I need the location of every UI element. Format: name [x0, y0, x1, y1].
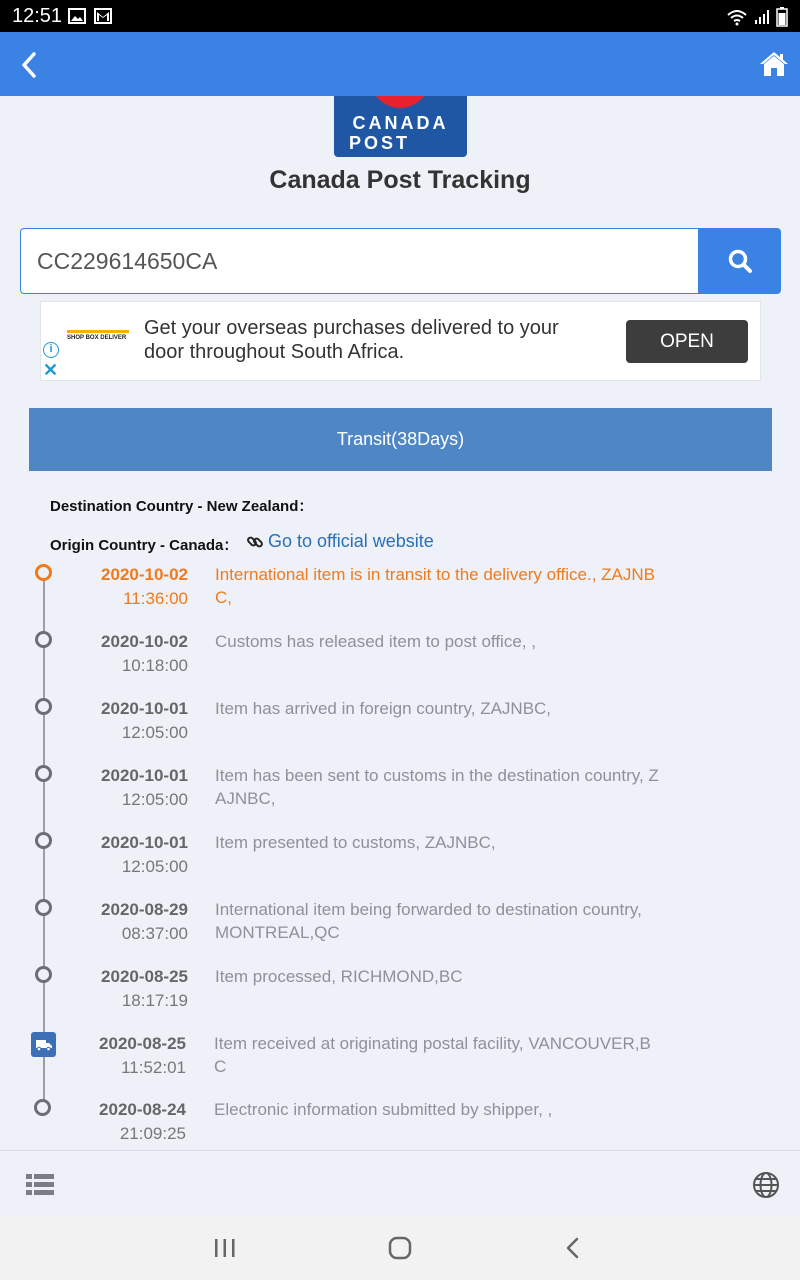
- chevron-left-icon: [21, 52, 37, 78]
- home-button[interactable]: [758, 48, 790, 80]
- home-icon: [759, 51, 789, 77]
- event-description: Item has arrived in foreign country, ZAJNBC,: [215, 699, 552, 718]
- event-time: 18:17:19: [121, 991, 188, 1010]
- ad-info-icon[interactable]: i: [43, 342, 59, 358]
- event-date: 2020-10-01: [101, 699, 188, 718]
- timeline-marker: [34, 1099, 51, 1116]
- truck-icon: [31, 1032, 56, 1057]
- gallery-icon: [68, 8, 86, 24]
- home-circle-icon: [388, 1236, 412, 1260]
- gmail-icon: [94, 8, 112, 24]
- event-date: 2020-10-01: [101, 766, 188, 785]
- event-description: International item is in transit to the delivery office., ZAJNBC,: [215, 565, 655, 607]
- event-date: 2020-08-24: [99, 1100, 186, 1119]
- event-date: 2020-10-02: [101, 565, 188, 584]
- timeline-marker: [35, 765, 52, 782]
- signal-icon: [754, 9, 770, 25]
- page-title: Canada Post Tracking: [269, 166, 531, 194]
- globe-icon: [752, 1171, 780, 1199]
- back-button[interactable]: [14, 50, 44, 80]
- event-description: Electronic information submitted by shipper, ,: [214, 1100, 553, 1119]
- ad-text: Get your overseas purchases delivered to your door throughout South Africa.: [144, 317, 559, 363]
- ad-open-button[interactable]: OPEN: [626, 320, 748, 363]
- event-date: 2020-08-29: [101, 900, 188, 919]
- system-nav-bar: [0, 1216, 800, 1280]
- list-icon: [26, 1173, 54, 1197]
- recent-apps-button[interactable]: [213, 1238, 237, 1263]
- tracking-number-input[interactable]: [20, 228, 700, 294]
- battery-icon: [776, 7, 788, 27]
- event-date: 2020-10-02: [101, 632, 188, 651]
- transit-status-banner: Transit(38Days): [29, 408, 772, 471]
- event-description: Item received at originating postal facility, VANCOUVER,BC: [214, 1034, 651, 1076]
- search-button[interactable]: [698, 228, 781, 294]
- event-description: Item has been sent to customs in the destination country, ZAJNBC,: [215, 766, 659, 808]
- ad-brand-logo: SHOP BOX DELIVER: [67, 330, 129, 341]
- official-link-text: Go to official website: [268, 531, 434, 551]
- event-time: 12:05:00: [121, 790, 188, 809]
- event-date: 2020-10-01: [101, 833, 188, 852]
- app-bar: [0, 32, 800, 96]
- event-time: 12:05:00: [121, 857, 188, 876]
- event-time: 12:05:00: [121, 723, 188, 742]
- timeline-marker: [35, 899, 52, 916]
- event-time: 11:52:01: [121, 1058, 186, 1077]
- timeline-marker: [35, 832, 52, 849]
- event-date: 2020-08-25: [99, 1034, 186, 1053]
- list-button[interactable]: [26, 1173, 54, 1202]
- logo-line1: CANADA: [352, 113, 449, 133]
- wifi-icon: [726, 8, 748, 26]
- language-button[interactable]: [752, 1171, 780, 1204]
- origin-country: Origin Country - Canada：: [50, 537, 239, 554]
- event-time: 11:36:00: [123, 589, 188, 608]
- event-description: Customs has released item to post office, ,: [215, 632, 536, 651]
- timeline-marker: [35, 966, 52, 983]
- timeline-marker: [35, 631, 52, 648]
- link-icon: [246, 533, 264, 551]
- event-description: Item processed, RICHMOND,BC: [215, 967, 463, 986]
- event-description: International item being forwarded to destination country, MONTREAL,QC: [215, 900, 642, 942]
- event-date: 2020-08-25: [101, 967, 188, 986]
- official-website-link[interactable]: [246, 531, 434, 552]
- canada-post-logo: [334, 96, 467, 157]
- destination-country: Destination Country - New Zealand：: [50, 498, 314, 515]
- ad-banner[interactable]: [40, 301, 761, 381]
- logo-line2: POST: [349, 133, 411, 153]
- recent-apps-icon: [213, 1238, 237, 1258]
- ad-close-icon[interactable]: ✕: [43, 360, 59, 380]
- logo-red-shape: [371, 96, 429, 108]
- event-description: Item presented to customs, ZAJNBC,: [215, 833, 496, 852]
- event-time: 10:18:00: [121, 656, 188, 675]
- timeline-marker-active: [35, 564, 52, 581]
- status-bar: [0, 0, 800, 32]
- status-time: 12:51: [12, 5, 63, 27]
- timeline-marker: [35, 698, 52, 715]
- event-time: 21:09:25: [119, 1124, 186, 1143]
- system-back-button[interactable]: [565, 1237, 581, 1264]
- search-icon: [727, 248, 753, 274]
- bottom-toolbar: [0, 1150, 800, 1216]
- system-home-button[interactable]: [388, 1236, 412, 1265]
- event-time: 08:37:00: [121, 924, 188, 943]
- back-arrow-icon: [565, 1237, 581, 1259]
